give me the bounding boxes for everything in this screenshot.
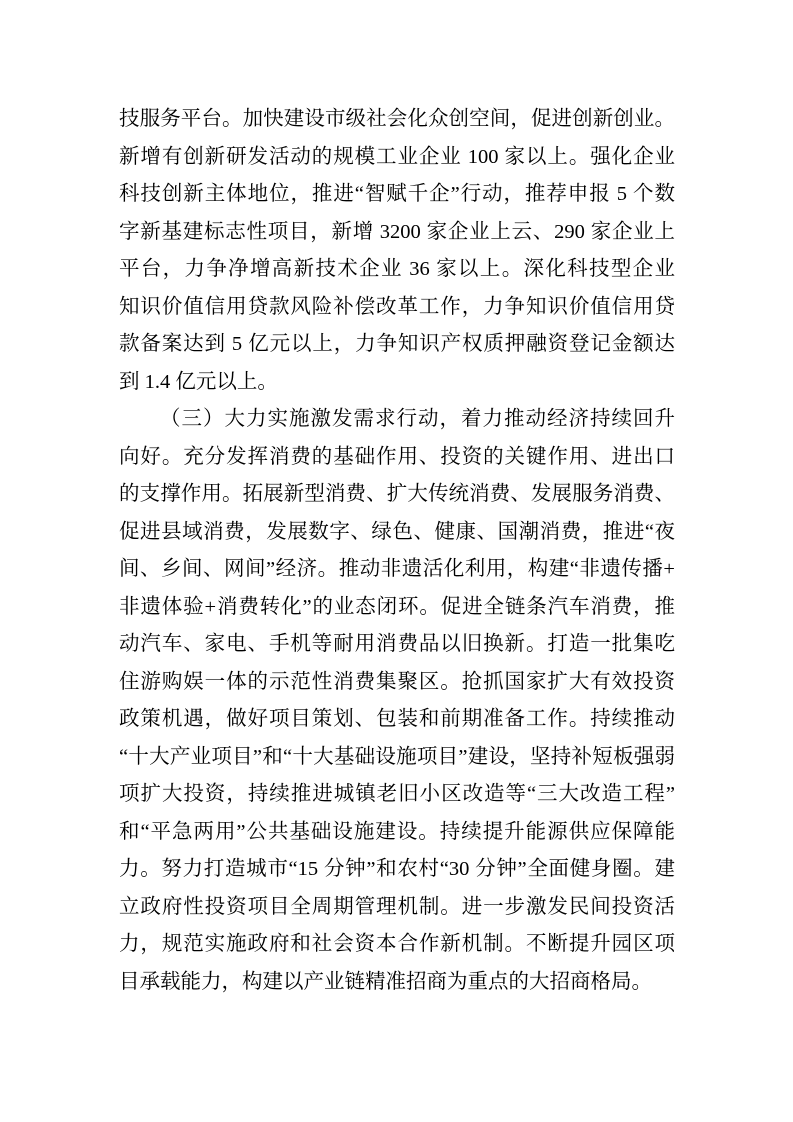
text-line: 力，规范实施政府和社会资本合作新机制。不断提升园区项: [119, 933, 675, 955]
text-line: 动汽车、家电、手机等耐用消费品以旧换新。打造一批集吃: [119, 633, 675, 655]
text-line: 住游购娱一体的示范性消费集聚区。抢抓国家扩大有效投资: [119, 670, 675, 693]
text-line: 向好。充分发挥消费的基础作用、投资的关键作用、进出口: [119, 445, 675, 468]
text-line: 间、乡间、网间”经济。推动非遗活化利用，构建“非遗传播+: [119, 558, 675, 580]
text-line: 技服务平台。加快建设市级社会化众创空间，促进创新创业。: [119, 108, 675, 130]
text-line: 知识价值信用贷款风险补偿改革工作，力争知识价值信用贷: [119, 295, 675, 318]
text-line: 目承载能力，构建以产业链精准招商为重点的大招商格局。: [119, 970, 652, 993]
text-line: 项扩大投资，持续推进城镇老旧小区改造等“三大改造工程”: [119, 783, 675, 805]
text-line: 平台，力争净增高新技术企业 36 家以上。深化科技型企业: [119, 258, 675, 280]
text-line: 到 1.4 亿元以上。: [119, 370, 278, 393]
paragraph: [119, 401, 675, 1001]
text-line: 立政府性投资项目全周期管理机制。进一步激发民间投资活: [119, 895, 675, 918]
text-line: 和“平急两用”公共基础设施建设。持续提升能源供应保障能: [119, 820, 675, 843]
document-body: [119, 101, 675, 1001]
text-line: 非遗体验+消费转化”的业态闭环。促进全链条汽车消费，推: [119, 595, 675, 618]
text-line: 新增有创新研发活动的规模工业企业 100 家以上。强化企业: [119, 145, 675, 168]
text-line: 字新基建标志性项目，新增 3200 家企业上云、290 家企业上: [119, 220, 675, 243]
text-line: 力。努力打造城市“15 分钟”和农村“30 分钟”全面健身圈。建: [119, 858, 675, 880]
text-line: 的支撑作用。拓展新型消费、扩大传统消费、发展服务消费、: [119, 483, 675, 505]
text-line: 科技创新主体地位，推进“智赋千企”行动，推荐申报 5 个数: [119, 183, 675, 205]
text-line: 促进县域消费，发展数字、绿色、健康、国潮消费，推进“夜: [119, 520, 675, 543]
text-line: 款备案达到 5 亿元以上，力争知识产权质押融资登记金额达: [119, 333, 675, 355]
text-line: （三）大力实施激发需求行动，着力推动经济持续回升: [160, 408, 675, 430]
text-line: “十大产业项目”和“十大基础设施项目”建设，坚持补短板强弱: [119, 745, 675, 768]
paragraph: [119, 101, 675, 401]
text-line: 政策机遇，做好项目策划、包装和前期准备工作。持续推动: [119, 708, 675, 730]
